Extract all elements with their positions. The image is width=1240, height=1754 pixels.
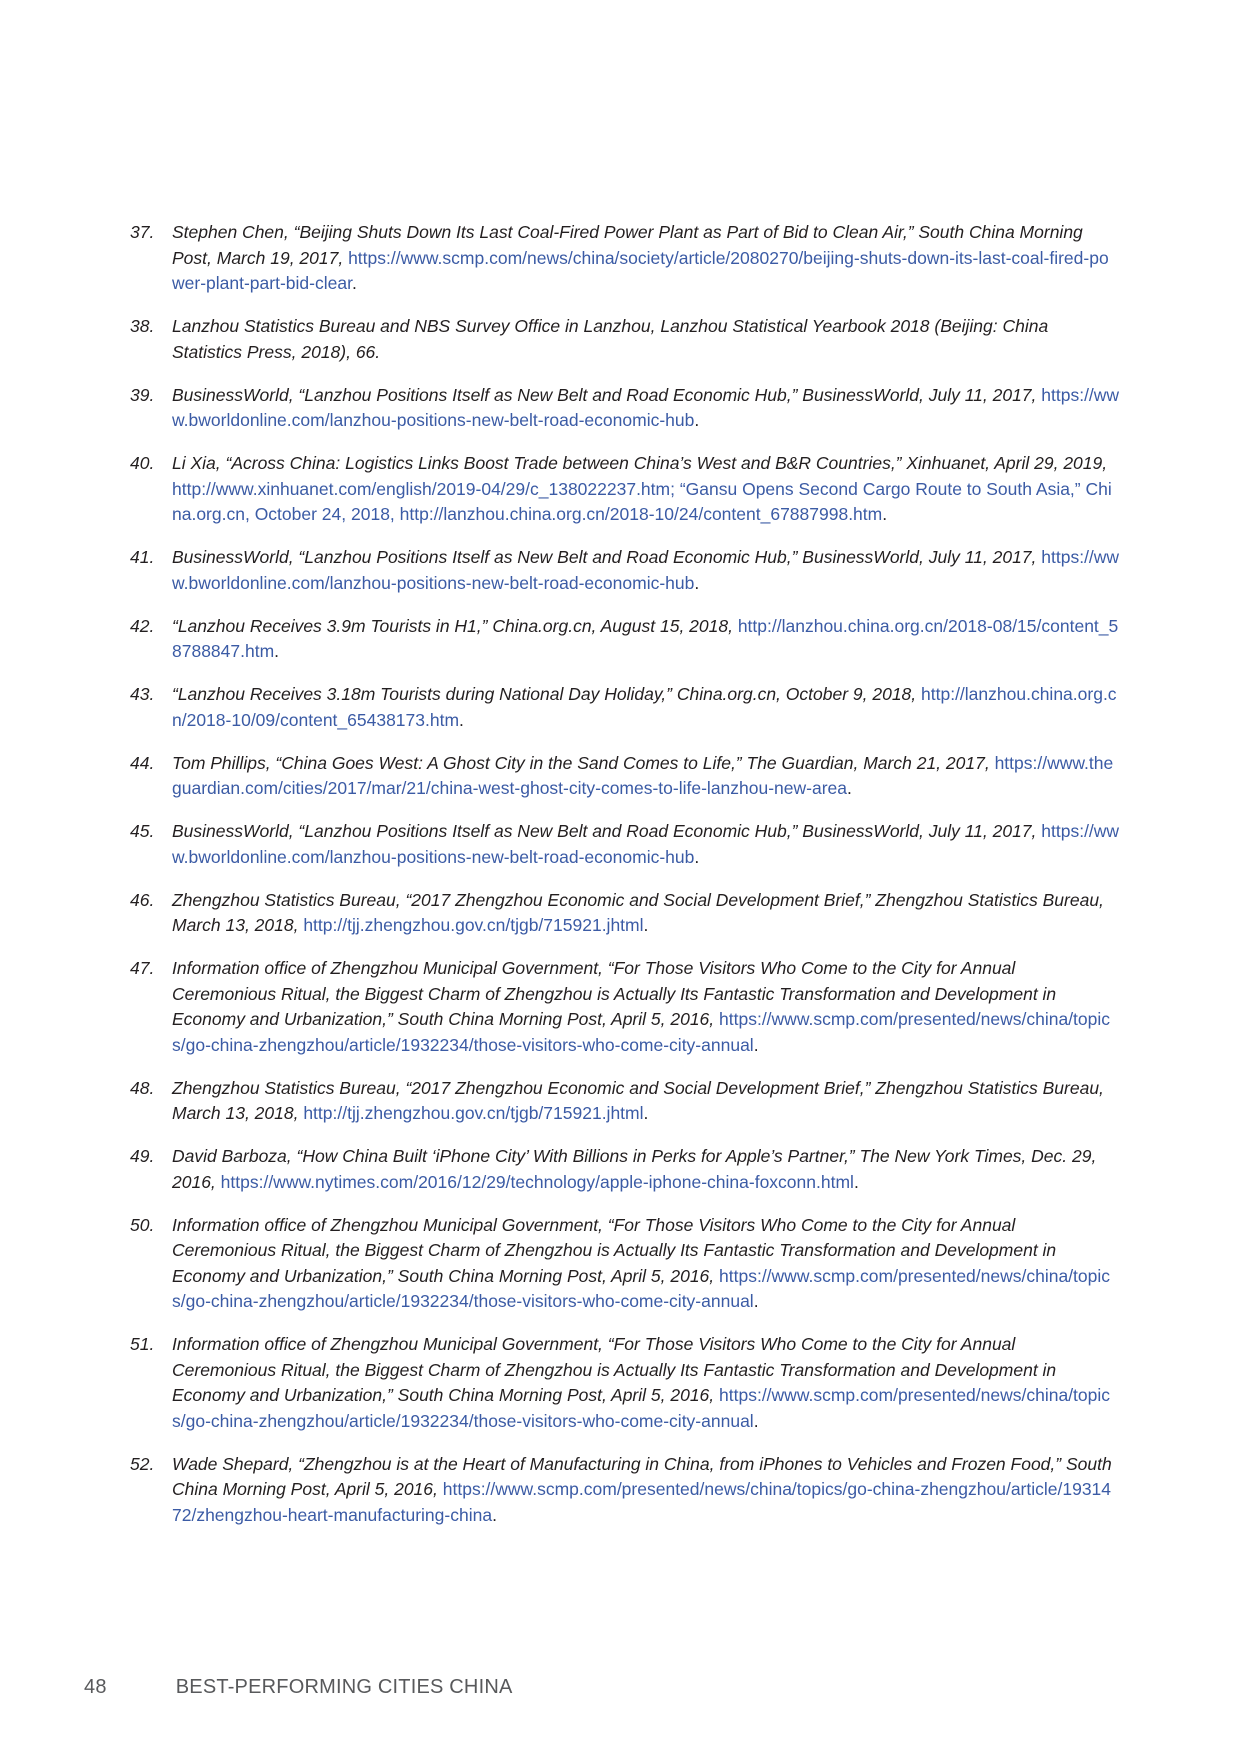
endnote-text: Wade Shepard, “Zhengzhou is at the Heart of Manufacturing in China, from iPhones to Vehicles and Frozen Food,” South China Morning Post, April 5, 2016, — [172, 1453, 1112, 1499]
endnote-number: 51. — [130, 1334, 155, 1354]
endnote-text: BusinessWorld, “Lanzhou Positions Itself as New Belt and Road Economic Hub,” BusinessWorld, July 11, 2017, — [172, 547, 1042, 567]
endnote-link[interactable]: https://www.nytimes.com/2016/12/29/technology/apple-iphone-china-foxconn.html — [220, 1171, 854, 1192]
endnote — [130, 220, 1120, 297]
endnote-link[interactable]: http://lanzhou.china.org.cn/2018-08/15/content_58788847.htm — [172, 615, 1119, 661]
endnote — [130, 956, 1120, 1058]
report-title: BEST-PERFORMING CITIES CHINA — [175, 1676, 513, 1698]
endnotes-list — [130, 220, 1120, 1546]
endnote — [130, 383, 1120, 434]
endnote-link[interactable]: https://www.scmp.com/presented/news/china/topics/go-china-zhengzhou/article/1932234/those-visitors-who-come-city-annual — [172, 1009, 1111, 1055]
endnote — [130, 314, 1120, 365]
endnote-text: David Barboza, “How China Built ‘iPhone City’ With Billions in Perks for Apple’s Partner,” The New York Times, Dec. 29, 2016, — [172, 1146, 1097, 1192]
endnote-tail: . — [643, 1103, 649, 1123]
endnote-number: 50. — [130, 1214, 155, 1235]
endnote-number: 43. — [130, 684, 155, 704]
endnote-number: 41. — [130, 547, 155, 567]
endnote-number: 40. — [130, 453, 155, 473]
endnote-text: Information office of Zhengzhou Municipal Government, “For Those Visitors Who Come to the City for Annual Ceremonious Ritual, the Biggest Charm of Zhengzhou is Actually Its Fantastic Transformation and Development in Economy and Urbanization,” South China Morning Post, April 5, 2016, — [172, 958, 1057, 1029]
endnote-tail: . — [694, 410, 700, 430]
endnote-link[interactable]: http://tjj.zhengzhou.gov.cn/tjgb/715921.jhtml — [303, 915, 644, 935]
endnote — [130, 819, 1120, 870]
endnote-link[interactable]: https://www.bworldonline.com/lanzhou-positions-new-belt-road-economic-hub — [172, 547, 1120, 593]
endnote-number: 42. — [130, 615, 155, 636]
endnote-tail: . — [492, 1504, 497, 1525]
endnote-text: Lanzhou Statistics Bureau and NBS Survey Office in Lanzhou, Lanzhou Statistical Yearbook 2018 (Beijing: China Statistics Press, 2018), 66. — [172, 316, 1049, 362]
endnote-link[interactable]: http://www.xinhuanet.com/english/2019-04/29/c_138022237.htm; “Gansu Opens Second Cargo Route to South Asia,” China.org.cn, October 24, 2018, http://lanzhou.china.org.cn/2018-10/24/content_67887998.htm — [172, 478, 1112, 524]
endnote-number: 39. — [130, 384, 155, 405]
endnote — [130, 545, 1120, 596]
endnote-tail: . — [882, 504, 888, 524]
endnote-link[interactable]: https://www.scmp.com/presented/news/china/topics/go-china-zhengzhou/article/1932234/those-visitors-who-come-city-annual — [172, 1385, 1111, 1431]
endnote-text: Information office of Zhengzhou Municipal Government, “For Those Visitors Who Come to the City for Annual Ceremonious Ritual, the Biggest Charm of Zhengzhou is Actually Its Fantastic Transformation and Development in Economy and Urbanization,” South China Morning Post, April 5, 2016, — [172, 1334, 1057, 1405]
endnote-number: 38. — [130, 316, 155, 336]
endnote-text: BusinessWorld, “Lanzhou Positions Itself as New Belt and Road Economic Hub,” BusinessWorld, July 11, 2017, — [172, 384, 1042, 405]
endnote-number: 46. — [130, 889, 155, 910]
endnote — [130, 1213, 1120, 1315]
endnote-text: Information office of Zhengzhou Municipal Government, “For Those Visitors Who Come to the City for Annual Ceremonious Ritual, the Biggest Charm of Zhengzhou is Actually Its Fantastic Transformation and Development in Economy and Urbanization,” South China Morning Post, April 5, 2016, — [172, 1214, 1057, 1286]
endnote-link[interactable]: https://www.theguardian.com/cities/2017/mar/21/china-west-ghost-city-comes-to-life-lanzhou-new-area — [172, 752, 1114, 798]
endnote-tail: . — [643, 915, 649, 935]
endnote-number: 49. — [130, 1146, 155, 1166]
endnote-tail: . — [753, 1410, 759, 1431]
endnote-tail: . — [274, 641, 280, 661]
endnote — [130, 1332, 1120, 1434]
endnote-text: Tom Phillips, “China Goes West: A Ghost City in the Sand Comes to Life,” The Guardian, March 21, 2017, — [172, 752, 995, 773]
endnote-link[interactable]: https://www.bworldonline.com/lanzhou-positions-new-belt-road-economic-hub — [172, 821, 1120, 867]
endnote-text: Zhengzhou Statistics Bureau, “2017 Zhengzhou Economic and Social Development Brief,” Zhengzhou Statistics Bureau, March 13, 2018, — [172, 889, 1104, 935]
endnote-tail: . — [753, 1291, 759, 1311]
endnote-link[interactable]: https://www.scmp.com/presented/news/china/topics/go-china-zhengzhou/article/1932234/those-visitors-who-come-city-annual — [172, 1265, 1111, 1311]
page-number: 48 — [84, 1676, 107, 1698]
endnote — [130, 614, 1120, 665]
endnote-text: Stephen Chen, “Beijing Shuts Down Its Last Coal-Fired Power Plant as Part of Bid to Clean Air,” South China Morning Post, March 19, 2017, — [172, 222, 1083, 268]
endnote-text: “Lanzhou Receives 3.18m Tourists during National Day Holiday,” China.org.cn, October 9, 2018, — [172, 684, 922, 704]
endnote — [130, 451, 1120, 528]
endnote-text: “Lanzhou Receives 3.9m Tourists in H1,” China.org.cn, August 15, 2018, — [172, 615, 738, 636]
endnote-tail: . — [694, 846, 700, 867]
endnote-tail: . — [694, 572, 700, 593]
page-footer — [84, 1676, 513, 1699]
endnote — [130, 682, 1120, 733]
endnote-number: 47. — [130, 958, 155, 978]
endnote-link[interactable]: http://lanzhou.china.org.cn/2018-10/09/content_65438173.htm — [172, 684, 1117, 730]
endnote-tail: . — [847, 778, 852, 798]
endnote-number: 37. — [130, 222, 155, 242]
endnote — [130, 1076, 1120, 1127]
endnote-link[interactable]: https://www.scmp.com/news/china/society/article/2080270/beijing-shuts-down-its-last-coal-fired-power-plant-part-bid-clear — [172, 247, 1109, 293]
endnote-tail: . — [753, 1034, 759, 1055]
endnote-tail: . — [853, 1171, 859, 1192]
endnote-number: 44. — [130, 752, 155, 773]
endnote-number: 48. — [130, 1077, 155, 1098]
endnote-number: 45. — [130, 821, 155, 841]
endnote-text: BusinessWorld, “Lanzhou Positions Itself as New Belt and Road Economic Hub,” BusinessWorld, July 11, 2017, — [172, 821, 1042, 841]
endnote-text: Zhengzhou Statistics Bureau, “2017 Zhengzhou Economic and Social Development Brief,” Zhengzhou Statistics Bureau, March 13, 2018, — [172, 1077, 1104, 1123]
endnote-link[interactable]: https://www.scmp.com/presented/news/china/topics/go-china-zhengzhou/article/1931472/zhengzhou-heart-manufacturing-china — [172, 1479, 1112, 1525]
endnote-tail: . — [459, 709, 464, 730]
endnote — [130, 1144, 1120, 1195]
endnote-number: 52. — [130, 1453, 155, 1474]
endnote — [130, 1452, 1120, 1529]
endnote-link[interactable]: https://www.bworldonline.com/lanzhou-positions-new-belt-road-economic-hub — [172, 384, 1120, 430]
endnote-link[interactable]: http://tjj.zhengzhou.gov.cn/tjgb/715921.jhtml — [303, 1103, 644, 1123]
endnote-tail: . — [351, 273, 357, 293]
endnote — [130, 751, 1120, 802]
endnote-text: Li Xia, “Across China: Logistics Links Boost Trade between China’s West and B&R Countries,” Xinhuanet, April 29, 2019, — [172, 453, 1108, 473]
endnote — [130, 888, 1120, 939]
